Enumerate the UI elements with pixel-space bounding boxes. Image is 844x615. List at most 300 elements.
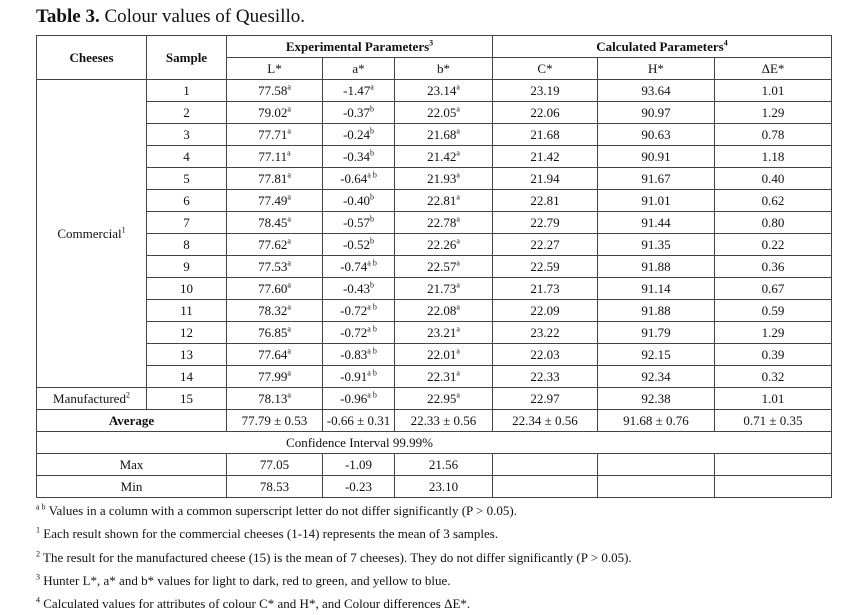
cell-C-value: 22.33 bbox=[530, 368, 560, 384]
cell-L-superscript: a bbox=[287, 214, 291, 224]
cell-b bbox=[395, 234, 493, 256]
cell-a-value: -0.64 bbox=[340, 170, 368, 186]
table-row bbox=[37, 124, 832, 146]
cell-a-superscript: a b bbox=[367, 324, 377, 334]
cell-a-superscript: b bbox=[370, 126, 375, 136]
ci-blank-right bbox=[493, 432, 832, 454]
cell-C-value: 21.94 bbox=[530, 170, 560, 186]
cell-a-value: -1.47 bbox=[343, 82, 371, 98]
cell-sample bbox=[147, 212, 227, 234]
cell-dE-value: 0.62 bbox=[761, 192, 785, 208]
cell-a-value: -0.83 bbox=[340, 346, 368, 362]
cell-H-value: 92.34 bbox=[641, 368, 671, 384]
ci-max-a: -1.09 bbox=[323, 454, 395, 476]
cell-sample bbox=[147, 102, 227, 124]
cell-C-value: 22.97 bbox=[530, 390, 560, 406]
cell-b-value: 22.08 bbox=[427, 302, 457, 318]
cell-a bbox=[323, 190, 395, 212]
cell-L bbox=[227, 168, 323, 190]
table-row bbox=[37, 168, 832, 190]
cell-H-value: 91.67 bbox=[641, 170, 671, 186]
cell-dE bbox=[715, 278, 832, 300]
table-row bbox=[37, 278, 832, 300]
cell-sample-value: 3 bbox=[183, 126, 190, 142]
cell-L-superscript: a bbox=[287, 170, 291, 180]
cell-C-value: 22.81 bbox=[530, 192, 560, 208]
cell-H-value: 92.38 bbox=[641, 390, 671, 406]
cell-b-value: 21.68 bbox=[427, 126, 457, 142]
cell-C-value: 22.06 bbox=[530, 104, 560, 120]
cell-a-value: -0.57 bbox=[342, 214, 371, 230]
cell-L bbox=[227, 212, 323, 234]
average-row bbox=[37, 410, 832, 432]
cell-C-value: 22.27 bbox=[530, 236, 560, 252]
cell-L-value: 78.32 bbox=[258, 302, 288, 318]
cell-sample bbox=[147, 256, 227, 278]
ci-max-L: 77.05 bbox=[227, 454, 323, 476]
col-header-H: H* bbox=[598, 58, 715, 80]
cell-b-superscript: a bbox=[456, 280, 460, 290]
cell-C bbox=[493, 256, 598, 278]
cell-b-value: 21.73 bbox=[427, 280, 457, 296]
cell-dE-value: 0.40 bbox=[761, 170, 785, 186]
footnote bbox=[36, 592, 632, 615]
cell-a bbox=[323, 212, 395, 234]
cell-L bbox=[227, 234, 323, 256]
cell-a-superscript: b bbox=[370, 148, 375, 158]
cell-a-value: -0.72 bbox=[340, 302, 368, 318]
cell-b bbox=[395, 344, 493, 366]
table-row bbox=[37, 80, 832, 102]
cell-sample-value: 8 bbox=[183, 236, 190, 252]
cell-L-value: 78.45 bbox=[258, 214, 288, 230]
colour-values-table bbox=[36, 35, 832, 498]
cell-b-value: 21.93 bbox=[427, 170, 457, 186]
cell-H-value: 91.88 bbox=[641, 258, 671, 274]
cell-H-value: 91.44 bbox=[641, 214, 671, 230]
cell-dE bbox=[715, 366, 832, 388]
cell-sample bbox=[147, 300, 227, 322]
cell-b-superscript: a bbox=[456, 148, 460, 158]
cell-L-superscript: a bbox=[287, 148, 291, 158]
average-a: -0.66 ± 0.31 bbox=[323, 410, 395, 432]
header-experimental-sup: 3 bbox=[429, 38, 434, 48]
cell-H-value: 91.14 bbox=[641, 280, 671, 296]
cell-b-value: 22.78 bbox=[427, 214, 457, 230]
cell-C-value: 23.22 bbox=[530, 324, 560, 340]
cell-dE-value: 1.01 bbox=[761, 82, 785, 98]
cell-dE bbox=[715, 212, 832, 234]
cell-H bbox=[598, 366, 715, 388]
header-sample: Sample bbox=[147, 36, 227, 80]
cell-L bbox=[227, 80, 323, 102]
ci-max-label: Max bbox=[37, 454, 227, 476]
cell-a bbox=[323, 256, 395, 278]
footnote bbox=[36, 569, 632, 592]
cell-C bbox=[493, 344, 598, 366]
cell-a bbox=[323, 102, 395, 124]
cell-sample bbox=[147, 146, 227, 168]
cell-b-superscript: a bbox=[456, 214, 460, 224]
header-calculated-sup: 4 bbox=[723, 38, 728, 48]
footnote-text: The result for the manufactured cheese (15) is the mean of 7 cheeses). They do not differ significantly (P > 0.05). bbox=[40, 549, 632, 565]
cell-L-value: 77.11 bbox=[258, 148, 288, 164]
cell-H bbox=[598, 146, 715, 168]
cell-sample bbox=[147, 234, 227, 256]
cell-dE bbox=[715, 344, 832, 366]
cell-L-value: 77.71 bbox=[258, 126, 288, 142]
caption-text: Colour values of Quesillo. bbox=[99, 6, 305, 27]
footnote-text: Hunter L*, a* and b* values for light to dark, red to green, and yellow to blue. bbox=[40, 572, 451, 588]
ci-min-b: 23.10 bbox=[395, 476, 493, 498]
group-commercial-sup: 1 bbox=[121, 225, 126, 235]
cell-C-value: 22.09 bbox=[530, 302, 560, 318]
header-experimental bbox=[227, 36, 493, 58]
cell-b-superscript: a bbox=[456, 82, 460, 92]
cell-L-superscript: a bbox=[287, 104, 291, 114]
table-row bbox=[37, 344, 832, 366]
cell-L-value: 77.81 bbox=[258, 170, 288, 186]
cell-b-superscript: a bbox=[456, 192, 460, 202]
cell-L-superscript: a bbox=[287, 302, 291, 312]
header-calculated-label: Calculated Parameters bbox=[596, 38, 724, 54]
cell-C bbox=[493, 124, 598, 146]
col-header-C: C* bbox=[493, 58, 598, 80]
cell-H bbox=[598, 124, 715, 146]
cell-L-superscript: a bbox=[287, 236, 291, 246]
cell-a-superscript: a b bbox=[367, 390, 377, 400]
cell-b bbox=[395, 388, 493, 410]
col-header-L: L* bbox=[227, 58, 323, 80]
group-manufactured-sup: 2 bbox=[125, 390, 130, 400]
cell-b bbox=[395, 124, 493, 146]
ci-header-row bbox=[37, 432, 832, 454]
cell-C bbox=[493, 388, 598, 410]
cell-a-value: -0.37 bbox=[342, 104, 371, 120]
average-b: 22.33 ± 0.56 bbox=[395, 410, 493, 432]
cell-a bbox=[323, 278, 395, 300]
cell-L-superscript: a bbox=[287, 346, 291, 356]
cell-b-superscript: a bbox=[456, 390, 460, 400]
cell-b bbox=[395, 80, 493, 102]
cell-dE bbox=[715, 146, 832, 168]
table-caption bbox=[36, 6, 305, 28]
cell-L-value: 77.58 bbox=[258, 82, 288, 98]
cell-dE-value: 0.78 bbox=[761, 126, 785, 142]
cell-C bbox=[493, 80, 598, 102]
cell-sample bbox=[147, 322, 227, 344]
cell-C bbox=[493, 322, 598, 344]
cell-a-value: -0.40 bbox=[342, 192, 371, 208]
cell-b bbox=[395, 256, 493, 278]
cell-H bbox=[598, 388, 715, 410]
cell-a-value: -0.34 bbox=[342, 148, 371, 164]
cell-dE-value: 1.01 bbox=[761, 390, 785, 406]
cell-b-value: 22.95 bbox=[427, 390, 457, 406]
cell-a-superscript: a b bbox=[367, 346, 377, 356]
cell-a-value: -0.91 bbox=[340, 368, 368, 384]
cell-b-value: 22.81 bbox=[427, 192, 457, 208]
cell-sample bbox=[147, 124, 227, 146]
cell-L-value: 77.62 bbox=[258, 236, 288, 252]
cell-H bbox=[598, 256, 715, 278]
cell-H bbox=[598, 278, 715, 300]
cell-b-superscript: a bbox=[456, 126, 460, 136]
cell-C bbox=[493, 146, 598, 168]
ci-max-b: 21.56 bbox=[395, 454, 493, 476]
cell-b-value: 21.42 bbox=[427, 148, 457, 164]
cell-a-value: -0.72 bbox=[340, 324, 368, 340]
cell-b-superscript: a bbox=[456, 236, 460, 246]
footnote-marker: 4 bbox=[36, 595, 40, 605]
col-header-dE: ΔE* bbox=[715, 58, 832, 80]
cell-L bbox=[227, 278, 323, 300]
cell-L-value: 77.49 bbox=[258, 192, 288, 208]
cell-L-superscript: a bbox=[287, 368, 291, 378]
cell-b bbox=[395, 168, 493, 190]
cell-L-value: 76.85 bbox=[258, 324, 288, 340]
group-commercial-label: Commercial bbox=[57, 225, 122, 241]
cell-b-value: 22.01 bbox=[427, 346, 457, 362]
cell-b-superscript: a bbox=[456, 302, 460, 312]
cell-b-value: 23.21 bbox=[427, 324, 457, 340]
cell-dE bbox=[715, 168, 832, 190]
cell-b bbox=[395, 190, 493, 212]
header-calculated bbox=[493, 36, 832, 58]
cell-a-superscript: a b bbox=[367, 302, 377, 312]
table-row bbox=[37, 190, 832, 212]
ci-max-row bbox=[37, 454, 832, 476]
cell-sample-value: 14 bbox=[180, 368, 193, 384]
cell-dE-value: 0.36 bbox=[761, 258, 785, 274]
average-C: 22.34 ± 0.56 bbox=[493, 410, 598, 432]
cell-sample-value: 2 bbox=[183, 104, 190, 120]
cell-a-superscript: b bbox=[370, 236, 375, 246]
cell-L bbox=[227, 146, 323, 168]
cell-a bbox=[323, 124, 395, 146]
cell-L bbox=[227, 344, 323, 366]
cell-H-value: 90.91 bbox=[641, 148, 671, 164]
footnote bbox=[36, 546, 632, 569]
cell-dE bbox=[715, 234, 832, 256]
footnote-text: Calculated values for attributes of colour C* and H*, and Colour differences ΔE*. bbox=[40, 596, 471, 612]
cell-C bbox=[493, 168, 598, 190]
footnote-marker: a b bbox=[36, 502, 46, 512]
table-row bbox=[37, 388, 832, 410]
cell-b bbox=[395, 212, 493, 234]
cell-dE bbox=[715, 322, 832, 344]
cell-dE bbox=[715, 102, 832, 124]
footnotes bbox=[36, 499, 632, 615]
cell-a-value: -0.52 bbox=[342, 236, 371, 252]
cell-sample-value: 1 bbox=[183, 82, 190, 98]
cell-H bbox=[598, 190, 715, 212]
table-row bbox=[37, 256, 832, 278]
cell-L-value: 78.13 bbox=[258, 390, 288, 406]
cell-sample bbox=[147, 366, 227, 388]
table-row bbox=[37, 300, 832, 322]
cell-a-value: -0.24 bbox=[342, 126, 371, 142]
ci-min-a: -0.23 bbox=[323, 476, 395, 498]
footnote-marker: 2 bbox=[36, 549, 40, 559]
cell-sample bbox=[147, 344, 227, 366]
group-commercial bbox=[37, 80, 147, 388]
cell-H bbox=[598, 344, 715, 366]
cell-a-value: -0.74 bbox=[340, 258, 368, 274]
average-H: 91.68 ± 0.76 bbox=[598, 410, 715, 432]
cell-a bbox=[323, 80, 395, 102]
cell-a-superscript: a b bbox=[367, 368, 377, 378]
cell-sample-value: 12 bbox=[180, 324, 193, 340]
footnote-marker: 1 bbox=[36, 525, 40, 535]
cell-dE-value: 0.80 bbox=[761, 214, 785, 230]
cell-b-value: 22.05 bbox=[427, 104, 457, 120]
cell-C-value: 21.68 bbox=[530, 126, 560, 142]
cell-L bbox=[227, 256, 323, 278]
cell-sample-value: 9 bbox=[183, 258, 190, 274]
cell-b bbox=[395, 322, 493, 344]
cell-C-value: 22.03 bbox=[530, 346, 560, 362]
cell-sample bbox=[147, 190, 227, 212]
cell-C bbox=[493, 190, 598, 212]
cell-L bbox=[227, 388, 323, 410]
cell-H bbox=[598, 102, 715, 124]
ci-min-L: 78.53 bbox=[227, 476, 323, 498]
cell-a-superscript: b bbox=[370, 214, 375, 224]
cell-C bbox=[493, 102, 598, 124]
cell-sample-value: 6 bbox=[183, 192, 190, 208]
cell-sample bbox=[147, 278, 227, 300]
cell-H-value: 91.79 bbox=[641, 324, 671, 340]
cell-dE-value: 1.29 bbox=[761, 104, 785, 120]
cell-dE-value: 1.18 bbox=[761, 148, 785, 164]
cell-L-superscript: a bbox=[287, 324, 291, 334]
cell-C bbox=[493, 278, 598, 300]
cell-L-value: 77.64 bbox=[258, 346, 288, 362]
cell-a-value: -0.43 bbox=[342, 280, 371, 296]
cell-C bbox=[493, 300, 598, 322]
cell-b-superscript: a bbox=[456, 258, 460, 268]
cell-b-superscript: a bbox=[456, 324, 460, 334]
cell-H-value: 91.88 bbox=[641, 302, 671, 318]
cell-L bbox=[227, 322, 323, 344]
cell-L bbox=[227, 366, 323, 388]
average-label: Average bbox=[37, 410, 227, 432]
cell-a-superscript: a b bbox=[367, 170, 377, 180]
cell-b-value: 23.14 bbox=[427, 82, 457, 98]
cell-dE bbox=[715, 124, 832, 146]
cell-dE-value: 0.22 bbox=[761, 236, 785, 252]
ci-min-row bbox=[37, 476, 832, 498]
cell-sample-value: 7 bbox=[183, 214, 190, 230]
cell-H bbox=[598, 322, 715, 344]
cell-b-superscript: a bbox=[456, 346, 460, 356]
cell-L-superscript: a bbox=[287, 258, 291, 268]
cell-H bbox=[598, 80, 715, 102]
cell-L bbox=[227, 190, 323, 212]
cell-b-value: 22.31 bbox=[427, 368, 457, 384]
cell-C bbox=[493, 234, 598, 256]
cell-a bbox=[323, 322, 395, 344]
cell-dE bbox=[715, 300, 832, 322]
average-L: 77.79 ± 0.53 bbox=[227, 410, 323, 432]
cell-H-value: 91.35 bbox=[641, 236, 671, 252]
cell-b bbox=[395, 102, 493, 124]
ci-min-label: Min bbox=[37, 476, 227, 498]
cell-L-value: 79.02 bbox=[258, 104, 288, 120]
cell-a bbox=[323, 168, 395, 190]
group-manufactured bbox=[37, 388, 147, 410]
cell-a bbox=[323, 146, 395, 168]
cell-b-superscript: a bbox=[456, 104, 460, 114]
cell-L-superscript: a bbox=[287, 390, 291, 400]
table-row bbox=[37, 212, 832, 234]
cell-C-value: 23.19 bbox=[530, 82, 560, 98]
cell-a bbox=[323, 344, 395, 366]
cell-a bbox=[323, 234, 395, 256]
cell-C bbox=[493, 212, 598, 234]
cell-H-value: 90.63 bbox=[641, 126, 671, 142]
header-experimental-label: Experimental Parameters bbox=[285, 38, 430, 54]
cell-H-value: 93.64 bbox=[641, 82, 671, 98]
cell-b-value: 22.57 bbox=[427, 258, 457, 274]
cell-b-superscript: a bbox=[456, 170, 460, 180]
ci-max-empty-1 bbox=[493, 454, 598, 476]
ci-label: Confidence Interval 99.99% bbox=[227, 432, 493, 454]
footnote-text: Each result shown for the commercial cheeses (1-14) represents the mean of 3 samples. bbox=[40, 526, 499, 542]
table-row bbox=[37, 322, 832, 344]
cell-a-superscript: b bbox=[370, 280, 375, 290]
cell-L-value: 77.53 bbox=[258, 258, 288, 274]
cell-a bbox=[323, 366, 395, 388]
cell-L bbox=[227, 124, 323, 146]
ci-min-empty-2 bbox=[598, 476, 715, 498]
cell-dE-value: 0.59 bbox=[761, 302, 785, 318]
cell-b bbox=[395, 300, 493, 322]
cell-L-value: 77.99 bbox=[258, 368, 288, 384]
cell-C bbox=[493, 366, 598, 388]
cell-sample bbox=[147, 168, 227, 190]
ci-min-empty-1 bbox=[493, 476, 598, 498]
footnote-text: Values in a column with a common superscript letter do not differ significantly (P > 0.05). bbox=[45, 503, 517, 518]
cell-L-superscript: a bbox=[287, 126, 291, 136]
cell-sample-value: 13 bbox=[180, 346, 193, 362]
col-header-b: b* bbox=[395, 58, 493, 80]
ci-min-empty-3 bbox=[715, 476, 832, 498]
cell-dE bbox=[715, 80, 832, 102]
cell-a-superscript: a bbox=[370, 82, 374, 92]
header-cheeses: Cheeses bbox=[37, 36, 147, 80]
cell-H-value: 92.15 bbox=[641, 346, 671, 362]
group-manufactured-label: Manufactured bbox=[53, 390, 126, 406]
cell-C-value: 22.79 bbox=[530, 214, 560, 230]
ci-max-empty-2 bbox=[598, 454, 715, 476]
cell-a bbox=[323, 300, 395, 322]
cell-H bbox=[598, 300, 715, 322]
cell-dE-value: 0.32 bbox=[761, 368, 785, 384]
table-row bbox=[37, 102, 832, 124]
cell-a-superscript: a b bbox=[367, 258, 377, 268]
cell-H-value: 90.97 bbox=[641, 104, 671, 120]
cell-sample-value: 4 bbox=[183, 148, 190, 164]
table-row bbox=[37, 366, 832, 388]
ci-max-empty-3 bbox=[715, 454, 832, 476]
cell-L-superscript: a bbox=[287, 192, 291, 202]
cell-sample-value: 15 bbox=[180, 390, 193, 406]
cell-sample-value: 10 bbox=[180, 280, 193, 296]
cell-C-value: 21.42 bbox=[530, 148, 560, 164]
cell-sample bbox=[147, 80, 227, 102]
